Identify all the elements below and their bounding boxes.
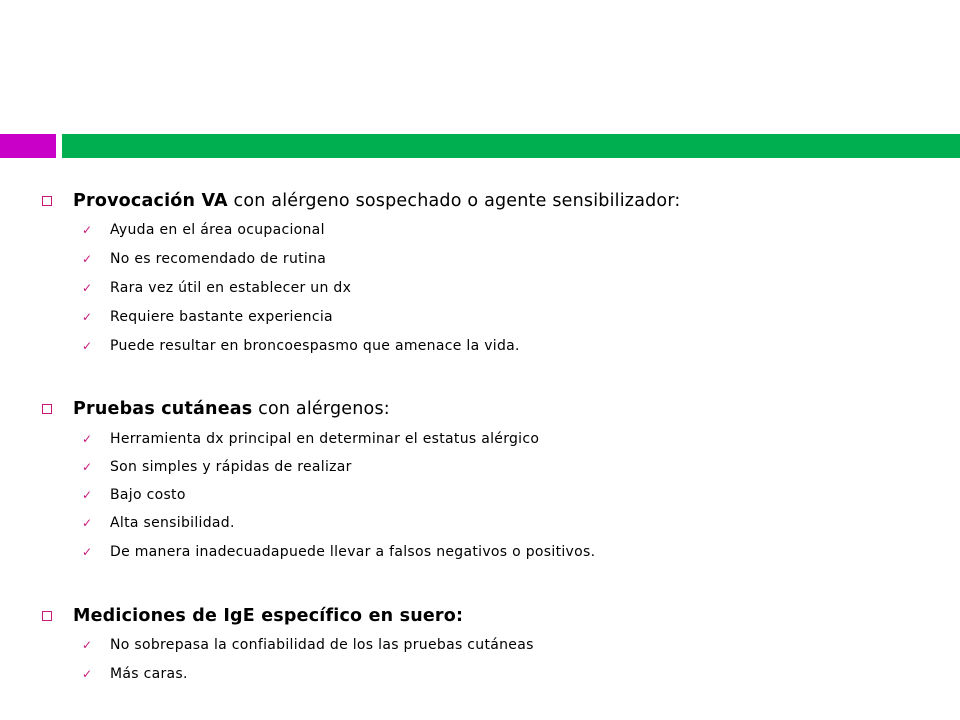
check-icon: ✓ bbox=[82, 223, 93, 237]
list-item-text: No es recomendado de rutina bbox=[110, 251, 327, 267]
check-icon: ✓ bbox=[82, 339, 93, 353]
list-item-text: De manera inadecuadapuede llevar a falsos negativos o positivos. bbox=[110, 544, 596, 560]
list-item-text: No sobrepasa la confiabilidad de los las pruebas cutáneas bbox=[110, 637, 534, 653]
list-item-text: Puede resultar en broncoespasmo que amenace la vida. bbox=[110, 338, 520, 354]
list-item-text: Son simples y rápidas de realizar bbox=[110, 459, 352, 475]
list-item bbox=[82, 635, 534, 655]
list-item bbox=[82, 220, 325, 240]
list-item bbox=[82, 307, 333, 327]
square-bullet-icon bbox=[42, 404, 52, 414]
list-item bbox=[82, 278, 351, 298]
list-item-text: Requiere bastante experiencia bbox=[110, 309, 333, 325]
section-heading bbox=[42, 188, 681, 214]
list-item-text: Más caras. bbox=[110, 666, 188, 682]
check-icon: ✓ bbox=[82, 432, 93, 446]
section-heading bbox=[42, 603, 463, 629]
check-icon: ✓ bbox=[82, 281, 93, 295]
heading-bold: Pruebas cutáneas bbox=[73, 399, 253, 419]
list-item bbox=[82, 249, 326, 269]
check-icon: ✓ bbox=[82, 460, 93, 474]
list-item-text: Alta sensibilidad. bbox=[110, 515, 235, 531]
heading-rest: con alérgenos: bbox=[252, 399, 390, 419]
check-icon: ✓ bbox=[82, 638, 93, 652]
check-icon: ✓ bbox=[82, 488, 93, 502]
check-icon: ✓ bbox=[82, 516, 93, 530]
check-icon: ✓ bbox=[82, 310, 93, 324]
heading-rest: con alérgeno sospechado o agente sensibilizador: bbox=[227, 191, 681, 211]
list-item bbox=[82, 513, 235, 533]
list-item bbox=[82, 664, 188, 684]
heading-bold: Provocación VA bbox=[73, 191, 228, 211]
list-item bbox=[82, 485, 186, 505]
heading-bold: Mediciones de IgE específico en suero: bbox=[73, 606, 464, 626]
square-bullet-icon bbox=[42, 611, 52, 621]
check-icon: ✓ bbox=[82, 545, 93, 559]
list-item-text: Herramienta dx principal en determinar el estatus alérgico bbox=[110, 431, 540, 447]
list-item bbox=[82, 429, 539, 449]
list-item-text: Rara vez útil en establecer un dx bbox=[110, 280, 352, 296]
section-heading bbox=[42, 396, 390, 422]
list-item-text: Ayuda en el área ocupacional bbox=[110, 222, 325, 238]
list-item bbox=[82, 542, 595, 562]
list-item bbox=[82, 336, 520, 356]
list-item bbox=[82, 457, 352, 477]
square-bullet-icon bbox=[42, 196, 52, 206]
list-item-text: Bajo costo bbox=[110, 487, 186, 503]
check-icon: ✓ bbox=[82, 252, 93, 266]
check-icon: ✓ bbox=[82, 667, 93, 681]
